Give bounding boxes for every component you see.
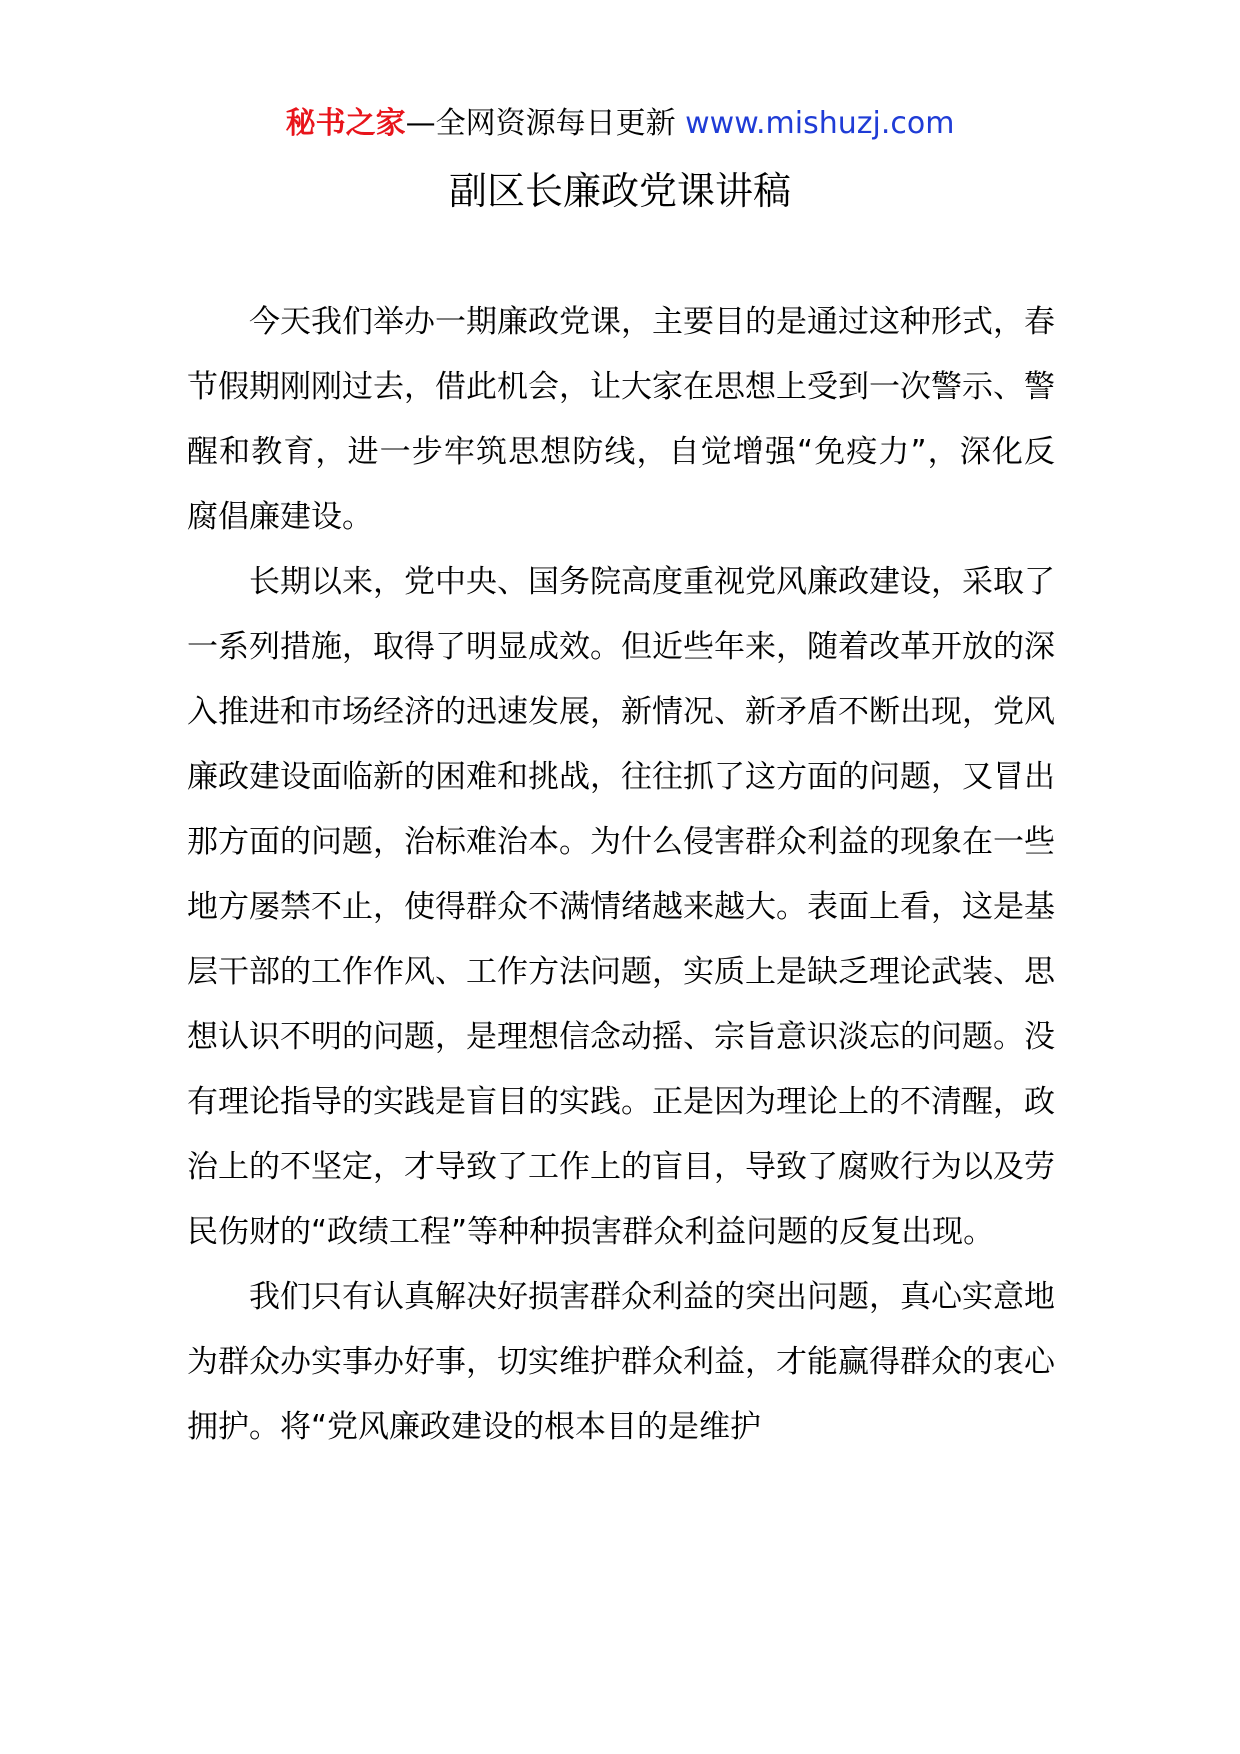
site-tagline: —全网资源每日更新	[405, 106, 686, 141]
document-body	[187, 290, 1055, 1460]
paragraph-1: 今天我们举办一期廉政党课，主要目的是通过这种形式，春节假期刚刚过去，借此机会，让大家在思想上受到一次警示、警醒和教育，进一步牢筑思想防线，自觉增强“免疫力”，深化反腐倡廉建设。	[187, 304, 1055, 535]
site-brand: 秘书之家	[285, 106, 406, 141]
document-title: 副区长廉政党课讲稿	[448, 169, 791, 213]
paragraph-2: 长期以来，党中央、国务院高度重视党风廉政建设，采取了一系列措施，取得了明显成效。但近些年来，随着改革开放的深入推进和市场经济的迅速发展，新情况、新矛盾不断出现，党风廉政建设面临新的困难和挑战，往往抓了这方面的问题，又冒出那方面的问题，治标难治本。为什么侵害群众利益的现象在一些地方屡禁不止，使得群众不满情绪越来越大。表面上看，这是基层干部的工作作风、工作方法问题，实质上是缺乏理论武装、思想认识不明的问题，是理想信念动摇、宗旨意识淡忘的问题。没有理论指导的实践是盲目的实践。正是因为理论上的不清醒，政治上的不坚定，才导致了工作上的盲目，导致了腐败行为以及劳民伤财的“政绩工程”等种种损害群众利益问题的反复出现。	[187, 564, 1055, 1250]
site-header	[0, 100, 1240, 148]
site-url[interactable]: www.mishuzj.com	[685, 106, 955, 141]
paragraph-3: 我们只有认真解决好损害群众利益的突出问题，真心实意地为群众办实事办好事，切实维护群众利益，才能赢得群众的衷心拥护。将“党风廉政建设的根本目的是维护	[187, 1279, 1055, 1445]
